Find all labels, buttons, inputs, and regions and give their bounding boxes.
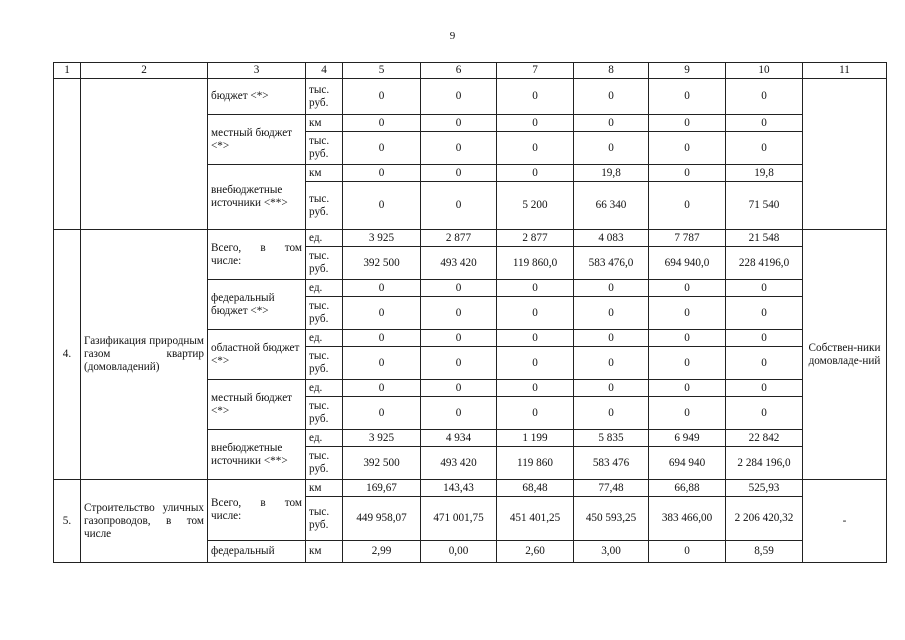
value-cell: 5 200 [497, 182, 574, 230]
value-cell: 0 [574, 397, 649, 430]
value-cell: 2 877 [497, 230, 574, 247]
value-cell: 0 [726, 347, 803, 380]
column-header: 4 [306, 63, 343, 79]
value-cell: 0 [343, 115, 421, 132]
column-header: 5 [343, 63, 421, 79]
value-cell: 525,93 [726, 480, 803, 497]
value-cell: 0 [574, 115, 649, 132]
value-cell: 0 [497, 397, 574, 430]
value-cell: 0 [649, 165, 726, 182]
section-title: Газификация природным газом квартир (домовладений) [81, 230, 208, 480]
value-cell: 392 500 [343, 447, 421, 480]
value-cell: 493 420 [421, 447, 497, 480]
value-cell: 0 [649, 380, 726, 397]
unit-cell: км [306, 165, 343, 182]
column-header: 3 [208, 63, 306, 79]
value-cell: 0 [649, 541, 726, 563]
section-number [54, 79, 81, 230]
funding-source: областной бюджет <*> [208, 330, 306, 380]
section-number: 5. [54, 480, 81, 563]
value-cell: 0 [343, 182, 421, 230]
column-header: 9 [649, 63, 726, 79]
value-cell: 0 [421, 132, 497, 165]
value-cell: 3 925 [343, 230, 421, 247]
value-cell: 0 [343, 380, 421, 397]
value-cell: 1 199 [497, 430, 574, 447]
value-cell: 68,48 [497, 480, 574, 497]
unit-cell: ед. [306, 280, 343, 297]
value-cell: 4 934 [421, 430, 497, 447]
unit-cell: ед. [306, 330, 343, 347]
value-cell: 3 925 [343, 430, 421, 447]
value-cell: 5 835 [574, 430, 649, 447]
executor-cell: Собствен-ники домовладе-ний [803, 230, 887, 480]
column-header: 1 [54, 63, 81, 79]
value-cell: 22 842 [726, 430, 803, 447]
value-cell: 0 [497, 330, 574, 347]
value-cell: 119 860 [497, 447, 574, 480]
value-cell: 2,60 [497, 541, 574, 563]
value-cell: 0 [421, 297, 497, 330]
value-cell: 583 476 [574, 447, 649, 480]
unit-cell: тыс. руб. [306, 497, 343, 541]
table-row [54, 230, 887, 247]
value-cell: 0 [574, 280, 649, 297]
value-cell: 19,8 [574, 165, 649, 182]
value-cell: 0 [726, 297, 803, 330]
table-row [54, 480, 887, 497]
value-cell: 71 540 [726, 182, 803, 230]
value-cell: 0 [574, 347, 649, 380]
value-cell: 0 [574, 79, 649, 115]
value-cell: 0 [421, 182, 497, 230]
value-cell: 0 [649, 330, 726, 347]
unit-cell: км [306, 480, 343, 497]
value-cell: 228 4196,0 [726, 247, 803, 280]
value-cell: 0 [574, 297, 649, 330]
unit-cell: тыс. руб. [306, 247, 343, 280]
unit-cell: ед. [306, 380, 343, 397]
value-cell: 0,00 [421, 541, 497, 563]
value-cell: 21 548 [726, 230, 803, 247]
unit-cell: тыс. руб. [306, 132, 343, 165]
value-cell: 0 [726, 280, 803, 297]
value-cell: 6 949 [649, 430, 726, 447]
value-cell: 0 [497, 380, 574, 397]
value-cell: 0 [343, 347, 421, 380]
column-header: 2 [81, 63, 208, 79]
value-cell: 450 593,25 [574, 497, 649, 541]
value-cell: 2 284 196,0 [726, 447, 803, 480]
unit-cell: тыс. руб. [306, 182, 343, 230]
value-cell: 0 [574, 330, 649, 347]
section-title: Строительство уличных газопроводов, в том числе [81, 480, 208, 563]
table-row [54, 79, 887, 115]
unit-cell: тыс. руб. [306, 79, 343, 115]
value-cell: 383 466,00 [649, 497, 726, 541]
value-cell: 0 [421, 165, 497, 182]
value-cell: 0 [649, 280, 726, 297]
value-cell: 0 [574, 132, 649, 165]
value-cell: 0 [497, 79, 574, 115]
value-cell: 0 [343, 79, 421, 115]
value-cell: 694 940,0 [649, 247, 726, 280]
value-cell: 0 [497, 347, 574, 380]
value-cell: 0 [649, 115, 726, 132]
funding-source: внебюджетные источники <**> [208, 165, 306, 230]
funding-source: внебюджетные источники <**> [208, 430, 306, 480]
value-cell: 451 401,25 [497, 497, 574, 541]
value-cell: 493 420 [421, 247, 497, 280]
funding-source: федеральный бюджет <*> [208, 280, 306, 330]
budget-table [53, 62, 887, 563]
value-cell: 694 940 [649, 447, 726, 480]
value-cell: 0 [649, 347, 726, 380]
column-header: 7 [497, 63, 574, 79]
value-cell: 0 [497, 280, 574, 297]
column-header: 11 [803, 63, 887, 79]
value-cell: 8,59 [726, 541, 803, 563]
value-cell: 0 [649, 182, 726, 230]
section-number: 4. [54, 230, 81, 480]
value-cell: 0 [726, 132, 803, 165]
column-header: 10 [726, 63, 803, 79]
unit-cell: км [306, 541, 343, 563]
funding-source: местный бюджет <*> [208, 380, 306, 430]
executor-cell: - [803, 480, 887, 563]
section-title [81, 79, 208, 230]
value-cell: 2 206 420,32 [726, 497, 803, 541]
value-cell: 66,88 [649, 480, 726, 497]
value-cell: 0 [343, 297, 421, 330]
value-cell: 0 [649, 297, 726, 330]
value-cell: 0 [421, 79, 497, 115]
value-cell: 2 877 [421, 230, 497, 247]
value-cell: 0 [726, 115, 803, 132]
funding-source: Всего, в том числе: [208, 480, 306, 541]
value-cell: 0 [497, 115, 574, 132]
value-cell: 19,8 [726, 165, 803, 182]
value-cell: 143,43 [421, 480, 497, 497]
funding-source: федеральный [208, 541, 306, 563]
funding-source: местный бюджет <*> [208, 115, 306, 165]
value-cell: 0 [421, 330, 497, 347]
value-cell: 0 [343, 330, 421, 347]
value-cell: 0 [421, 347, 497, 380]
value-cell: 0 [649, 132, 726, 165]
value-cell: 0 [421, 397, 497, 430]
value-cell: 0 [343, 280, 421, 297]
unit-cell: тыс. руб. [306, 447, 343, 480]
value-cell: 169,67 [343, 480, 421, 497]
value-cell: 2,99 [343, 541, 421, 563]
value-cell: 392 500 [343, 247, 421, 280]
value-cell: 0 [343, 397, 421, 430]
value-cell: 0 [421, 280, 497, 297]
column-header: 8 [574, 63, 649, 79]
value-cell: 0 [343, 132, 421, 165]
unit-cell: тыс. руб. [306, 347, 343, 380]
value-cell: 0 [726, 330, 803, 347]
header-row [54, 63, 887, 79]
unit-cell: тыс. руб. [306, 297, 343, 330]
value-cell: 0 [726, 79, 803, 115]
value-cell: 0 [649, 79, 726, 115]
unit-cell: ед. [306, 430, 343, 447]
funding-source: бюджет <*> [208, 79, 306, 115]
unit-cell: ед. [306, 230, 343, 247]
unit-cell: км [306, 115, 343, 132]
unit-cell: тыс. руб. [306, 397, 343, 430]
page-number: 9 [449, 30, 456, 42]
value-cell: 0 [726, 380, 803, 397]
value-cell: 449 958,07 [343, 497, 421, 541]
value-cell: 66 340 [574, 182, 649, 230]
value-cell: 0 [649, 397, 726, 430]
value-cell: 0 [726, 397, 803, 430]
value-cell: 3,00 [574, 541, 649, 563]
value-cell: 0 [421, 115, 497, 132]
executor-cell [803, 79, 887, 230]
value-cell: 4 083 [574, 230, 649, 247]
value-cell: 0 [497, 165, 574, 182]
column-header: 6 [421, 63, 497, 79]
value-cell: 7 787 [649, 230, 726, 247]
value-cell: 0 [574, 380, 649, 397]
value-cell: 0 [497, 132, 574, 165]
value-cell: 0 [343, 165, 421, 182]
value-cell: 77,48 [574, 480, 649, 497]
value-cell: 0 [497, 297, 574, 330]
value-cell: 119 860,0 [497, 247, 574, 280]
value-cell: 583 476,0 [574, 247, 649, 280]
value-cell: 0 [421, 380, 497, 397]
value-cell: 471 001,75 [421, 497, 497, 541]
funding-source: Всего, в том числе: [208, 230, 306, 280]
